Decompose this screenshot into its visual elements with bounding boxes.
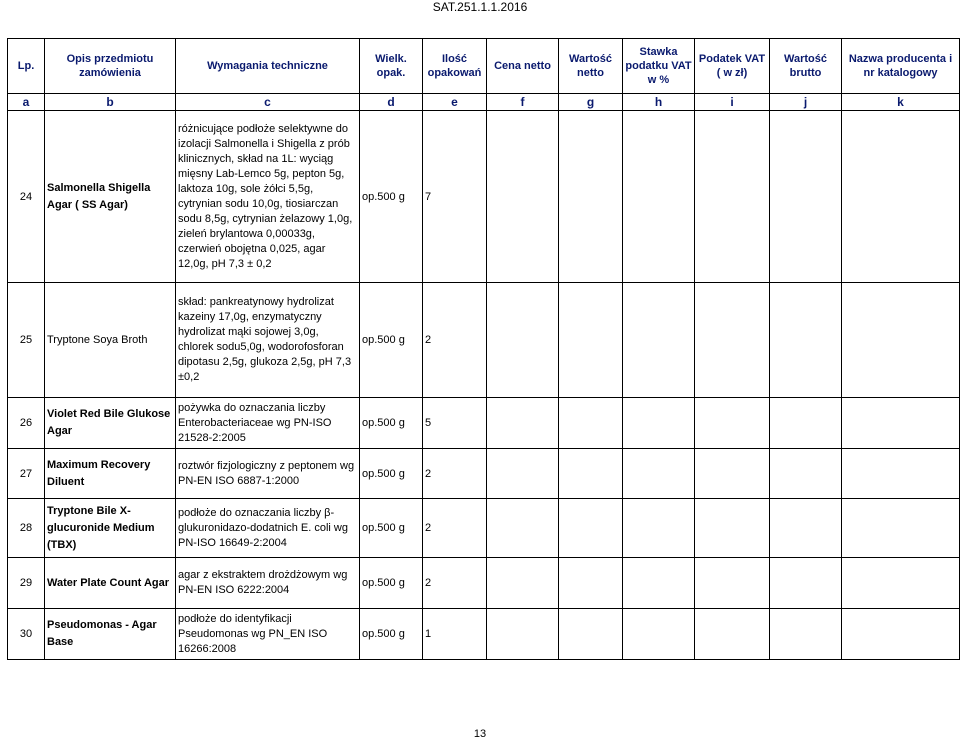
header-stawka: Stawka podatku VAT w %	[623, 39, 695, 94]
row-qty: 2	[423, 449, 487, 499]
row-qty: 2	[423, 283, 487, 398]
header-wartosc-netto: Wartość netto	[559, 39, 623, 94]
row-producent-cell	[842, 283, 960, 398]
header-podatek: Podatek VAT ( w zł)	[695, 39, 770, 94]
header-producent: Nazwa producenta i nr katalogowy	[842, 39, 960, 94]
header-lp: Lp.	[8, 39, 45, 94]
row-wartosc-netto-cell	[559, 398, 623, 449]
row-wartosc-netto-cell	[559, 449, 623, 499]
row-stawka-cell	[623, 609, 695, 660]
row-name: Salmonella Shigella Agar ( SS Agar)	[45, 111, 176, 283]
row-cena-cell	[487, 398, 559, 449]
row-requirements: agar z ekstraktem drożdżowym wg PN-EN ISO 6222:2004	[176, 558, 360, 609]
row-requirements: skład: pankreatynowy hydrolizat kazeiny 17,0g, enzymatyczny hydrolizat mąki sojowej 3,0g, chlorek sodu5,0g, wodorofosforan dipotasu 2,5g, glukoza 2,5g, pH 7,3 ±0,2	[176, 283, 360, 398]
row-qty: 5	[423, 398, 487, 449]
row-name: Maximum Recovery Diluent	[45, 449, 176, 499]
row-unit: op.500 g	[360, 499, 423, 558]
header-cena: Cena netto	[487, 39, 559, 94]
row-stawka-cell	[623, 558, 695, 609]
header-opis: Opis przedmiotu zamówienia	[45, 39, 176, 94]
row-lp: 25	[8, 283, 45, 398]
letter-d: d	[360, 94, 423, 111]
row-qty: 7	[423, 111, 487, 283]
header-wielk: Wielk. opak.	[360, 39, 423, 94]
column-letter-row	[8, 94, 960, 111]
row-producent-cell	[842, 558, 960, 609]
row-cena-cell	[487, 449, 559, 499]
table-row	[8, 111, 960, 283]
row-podatek-cell	[695, 398, 770, 449]
header-row	[8, 39, 960, 94]
letter-f: f	[487, 94, 559, 111]
row-lp: 29	[8, 558, 45, 609]
row-lp: 27	[8, 449, 45, 499]
row-requirements: podłoże do oznaczania liczby β-glukuronidazo-dodatnich E. coli wg PN-ISO 16649-2:2004	[176, 499, 360, 558]
row-requirements: pożywka do oznaczania liczby Enterobacteriaceae wg PN-ISO 21528-2:2005	[176, 398, 360, 449]
table-row	[8, 558, 960, 609]
row-stawka-cell	[623, 283, 695, 398]
row-wartosc-netto-cell	[559, 111, 623, 283]
row-lp: 24	[8, 111, 45, 283]
letter-a: a	[8, 94, 45, 111]
row-lp: 26	[8, 398, 45, 449]
row-unit: op.500 g	[360, 609, 423, 660]
row-wartosc-brutto-cell	[770, 111, 842, 283]
row-unit: op.500 g	[360, 111, 423, 283]
row-producent-cell	[842, 449, 960, 499]
row-cena-cell	[487, 558, 559, 609]
row-unit: op.500 g	[360, 558, 423, 609]
table-row	[8, 449, 960, 499]
header-ilosc: Ilość opakowań	[423, 39, 487, 94]
row-cena-cell	[487, 283, 559, 398]
letter-k: k	[842, 94, 960, 111]
row-wartosc-brutto-cell	[770, 558, 842, 609]
row-wartosc-brutto-cell	[770, 398, 842, 449]
row-producent-cell	[842, 111, 960, 283]
row-name: Tryptone Bile X- glucuronide Medium (TBX)	[45, 499, 176, 558]
letter-b: b	[45, 94, 176, 111]
row-stawka-cell	[623, 398, 695, 449]
row-producent-cell	[842, 499, 960, 558]
row-qty: 2	[423, 499, 487, 558]
row-cena-cell	[487, 111, 559, 283]
row-wartosc-netto-cell	[559, 558, 623, 609]
row-requirements: różnicujące podłoże selektywne do izolacji Salmonella i Shigella z prób klinicznych, skład na 1L: wyciąg mięsny Lab-Lemco 5g, pepton 5g, laktoza 10g, sole żółci 5,5g, cytrynian sodu 10,0g, tiosiarczan sodu 8,5g, cytrynian żelazowy 1,0g, zieleń brylantowa 0,00033g, czerwień obojętna 0,025, agar 12,0g, pH 7,3 ± 0,2	[176, 111, 360, 283]
row-qty: 1	[423, 609, 487, 660]
row-stawka-cell	[623, 449, 695, 499]
row-producent-cell	[842, 609, 960, 660]
table-row	[8, 609, 960, 660]
document-code: SAT.251.1.1.2016	[432, 0, 528, 14]
row-name: Pseudomonas - Agar Base	[45, 609, 176, 660]
letter-j: j	[770, 94, 842, 111]
row-podatek-cell	[695, 499, 770, 558]
page-number: 13	[473, 728, 487, 740]
row-wartosc-brutto-cell	[770, 283, 842, 398]
row-wartosc-netto-cell	[559, 609, 623, 660]
table-row	[8, 283, 960, 398]
row-requirements: roztwór fizjologiczny z peptonem wg PN-EN ISO 6887-1:2000	[176, 449, 360, 499]
row-stawka-cell	[623, 111, 695, 283]
row-cena-cell	[487, 499, 559, 558]
letter-h: h	[623, 94, 695, 111]
row-unit: op.500 g	[360, 283, 423, 398]
letter-i: i	[695, 94, 770, 111]
row-wartosc-brutto-cell	[770, 609, 842, 660]
row-requirements: podłoże do identyfikacji Pseudomonas wg PN_EN ISO 16266:2008	[176, 609, 360, 660]
table-row	[8, 398, 960, 449]
row-name: Violet Red Bile Glukose Agar	[45, 398, 176, 449]
specification-table	[7, 38, 960, 660]
letter-e: e	[423, 94, 487, 111]
row-stawka-cell	[623, 499, 695, 558]
row-cena-cell	[487, 609, 559, 660]
row-unit: op.500 g	[360, 449, 423, 499]
row-podatek-cell	[695, 449, 770, 499]
row-wartosc-brutto-cell	[770, 499, 842, 558]
header-wartosc-brutto: Wartość brutto	[770, 39, 842, 94]
row-podatek-cell	[695, 111, 770, 283]
row-lp: 30	[8, 609, 45, 660]
table-row	[8, 499, 960, 558]
header-wymagania: Wymagania techniczne	[176, 39, 360, 94]
row-unit: op.500 g	[360, 398, 423, 449]
row-name: Tryptone Soya Broth	[45, 283, 176, 398]
row-podatek-cell	[695, 283, 770, 398]
row-lp: 28	[8, 499, 45, 558]
row-qty: 2	[423, 558, 487, 609]
row-podatek-cell	[695, 558, 770, 609]
row-wartosc-netto-cell	[559, 283, 623, 398]
row-wartosc-netto-cell	[559, 499, 623, 558]
letter-g: g	[559, 94, 623, 111]
row-name: Water Plate Count Agar	[45, 558, 176, 609]
row-wartosc-brutto-cell	[770, 449, 842, 499]
letter-c: c	[176, 94, 360, 111]
row-producent-cell	[842, 398, 960, 449]
row-podatek-cell	[695, 609, 770, 660]
